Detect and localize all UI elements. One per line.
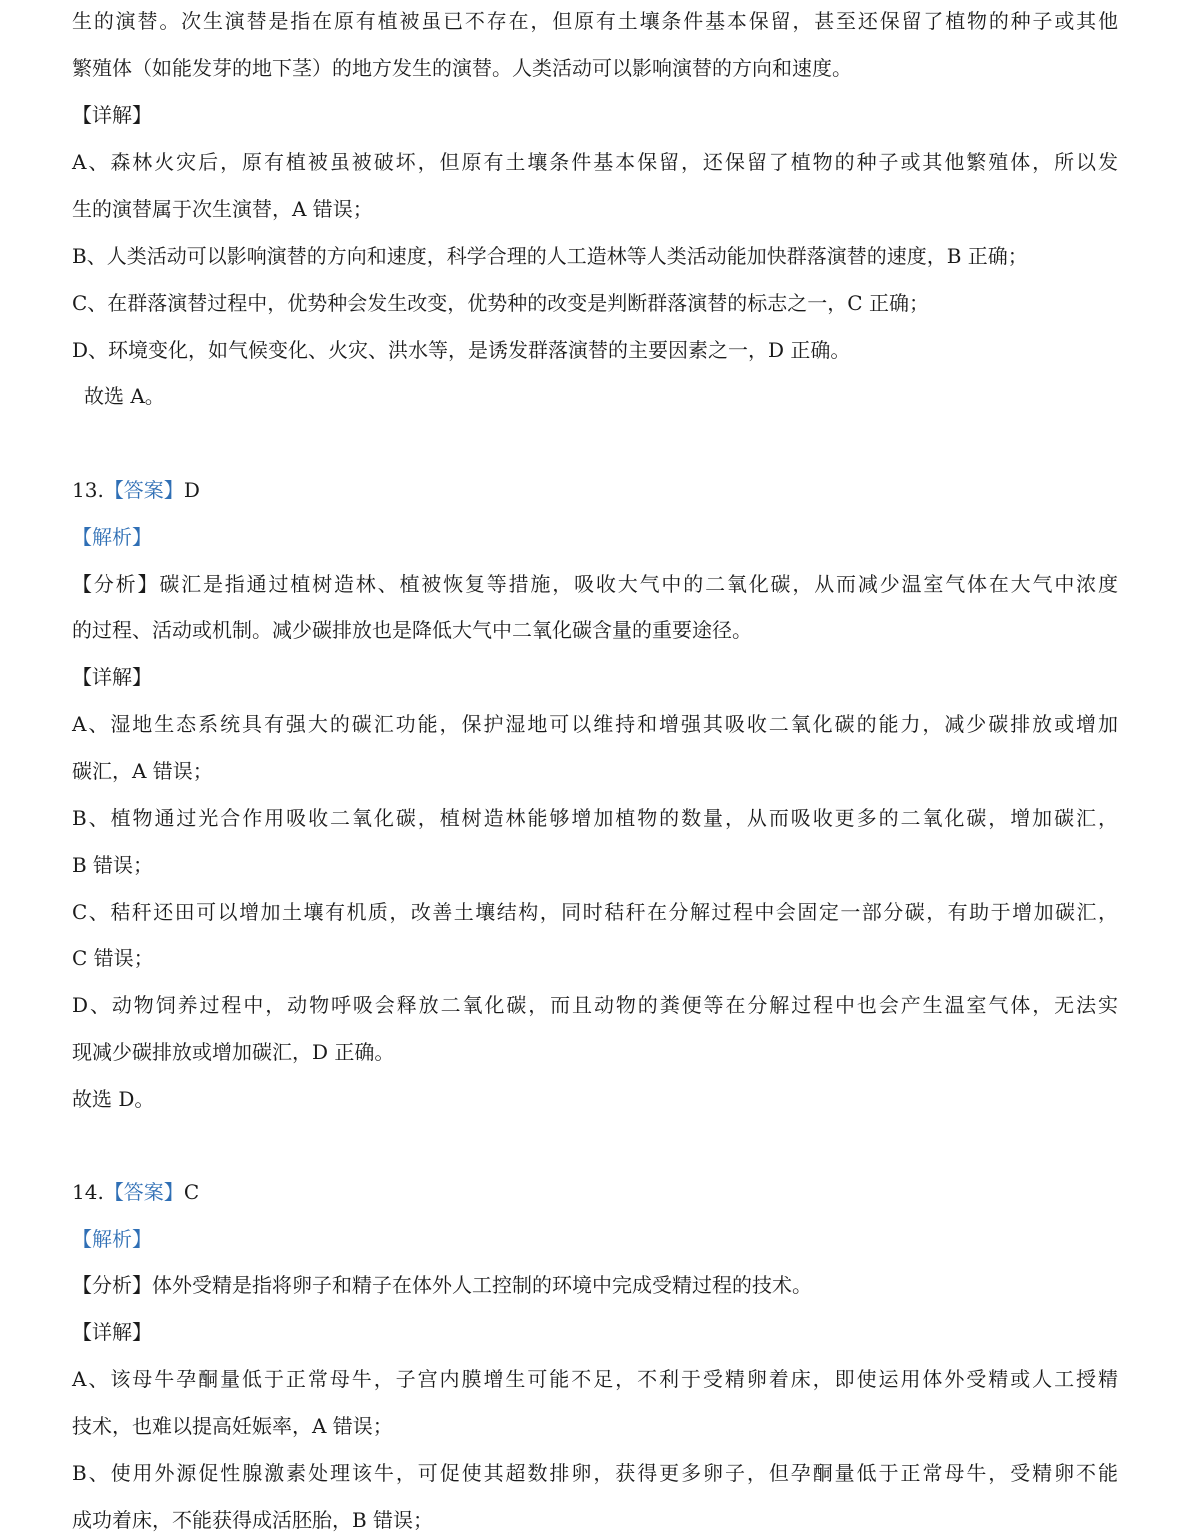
section-heading-detail: 【详解】 — [72, 103, 152, 127]
text-line: B 错误； — [72, 853, 154, 877]
analysis-text: 【分析】体外受精是指将卵子和精子在体外人工控制的环境中完成受精过程的技术。 — [72, 1273, 812, 1297]
text-line: 技术，也难以提高妊娠率，A 错误； — [72, 1414, 393, 1438]
answer-tag: 【答案】 — [103, 1180, 184, 1204]
text-line: 碳汇，A 错误； — [72, 759, 213, 783]
text-line: 繁殖体（如能发芽的地下茎）的地方发生的演替。人类活动可以影响演替的方向和速度。 — [72, 56, 852, 80]
text-line: C 错误； — [72, 946, 154, 970]
conclusion-text: 故选 D。 — [72, 1087, 155, 1111]
option-a-text: A、湿地生态系统具有强大的碳汇功能，保护湿地可以维持和增强其吸收二氧化碳的能力，减少碳排放或增加 — [72, 712, 1118, 736]
question-13-header — [72, 476, 200, 504]
analysis-text: 【分析】碳汇是指通过植树造林、植被恢复等措施，吸收大气中的二氧化碳，从而减少温室气体在大气中浓度 — [72, 572, 1118, 596]
text-line: 生的演替。次生演替是指在原有植被虽已不存在，但原有土壤条件基本保留，甚至还保留了植物的种子或其他 — [72, 9, 1118, 33]
section-heading-detail: 【详解】 — [72, 665, 152, 689]
text-line: 成功着床，不能获得成活胚胎，B 错误； — [72, 1508, 434, 1532]
option-d-text: D、动物饲养过程中，动物呼吸会释放二氧化碳，而且动物的粪便等在分解过程中也会产生温室气体，无法实 — [72, 993, 1118, 1017]
analysis-tag: 【解析】 — [72, 525, 152, 549]
text-line: 生的演替属于次生演替，A 错误； — [72, 197, 373, 221]
question-14-header — [72, 1178, 199, 1206]
option-a-text: A、森林火灾后，原有植被虽被破坏，但原有土壤条件基本保留，还保留了植物的种子或其他繁殖体，所以发 — [72, 150, 1118, 174]
option-b-text: B、使用外源促性腺激素处理该牛，可促使其超数排卵，获得更多卵子，但孕酮量低于正常母牛，受精卵不能 — [72, 1461, 1118, 1485]
option-c-text: C、在群落演替过程中，优势种会发生改变，优势种的改变是判断群落演替的标志之一，C 正确； — [72, 291, 929, 315]
answer-value: D — [183, 478, 200, 502]
option-c-text: C、秸秆还田可以增加土壤有机质，改善土壤结构，同时秸秆在分解过程中会固定一部分碳，有助于增加碳汇， — [72, 900, 1118, 924]
option-b-text: B、人类活动可以影响演替的方向和速度，科学合理的人工造林等人类活动能加快群落演替的速度，B 正确； — [72, 244, 1028, 268]
option-b-text: B、植物通过光合作用吸收二氧化碳，植树造林能够增加植物的数量，从而吸收更多的二氧化碳，增加碳汇， — [72, 806, 1118, 830]
question-number: 13. — [72, 478, 104, 502]
conclusion-text: 故选 A。 — [84, 384, 165, 408]
answer-tag: 【答案】 — [103, 478, 184, 502]
option-a-text: A、该母牛孕酮量低于正常母牛，子宫内膜增生可能不足，不利于受精卵着床，即使运用体外受精或人工授精 — [72, 1367, 1118, 1391]
text-line: 的过程、活动或机制。减少碳排放也是降低大气中二氧化碳含量的重要途径。 — [72, 618, 752, 642]
text-line: 现减少碳排放或增加碳汇，D 正确。 — [72, 1040, 395, 1064]
analysis-tag: 【解析】 — [72, 1227, 152, 1251]
question-number: 14. — [72, 1180, 104, 1204]
option-d-text: D、环境变化，如气候变化、火灾、洪水等，是诱发群落演替的主要因素之一，D 正确。 — [72, 338, 851, 362]
answer-value: C — [183, 1180, 200, 1204]
section-heading-detail: 【详解】 — [72, 1320, 152, 1344]
